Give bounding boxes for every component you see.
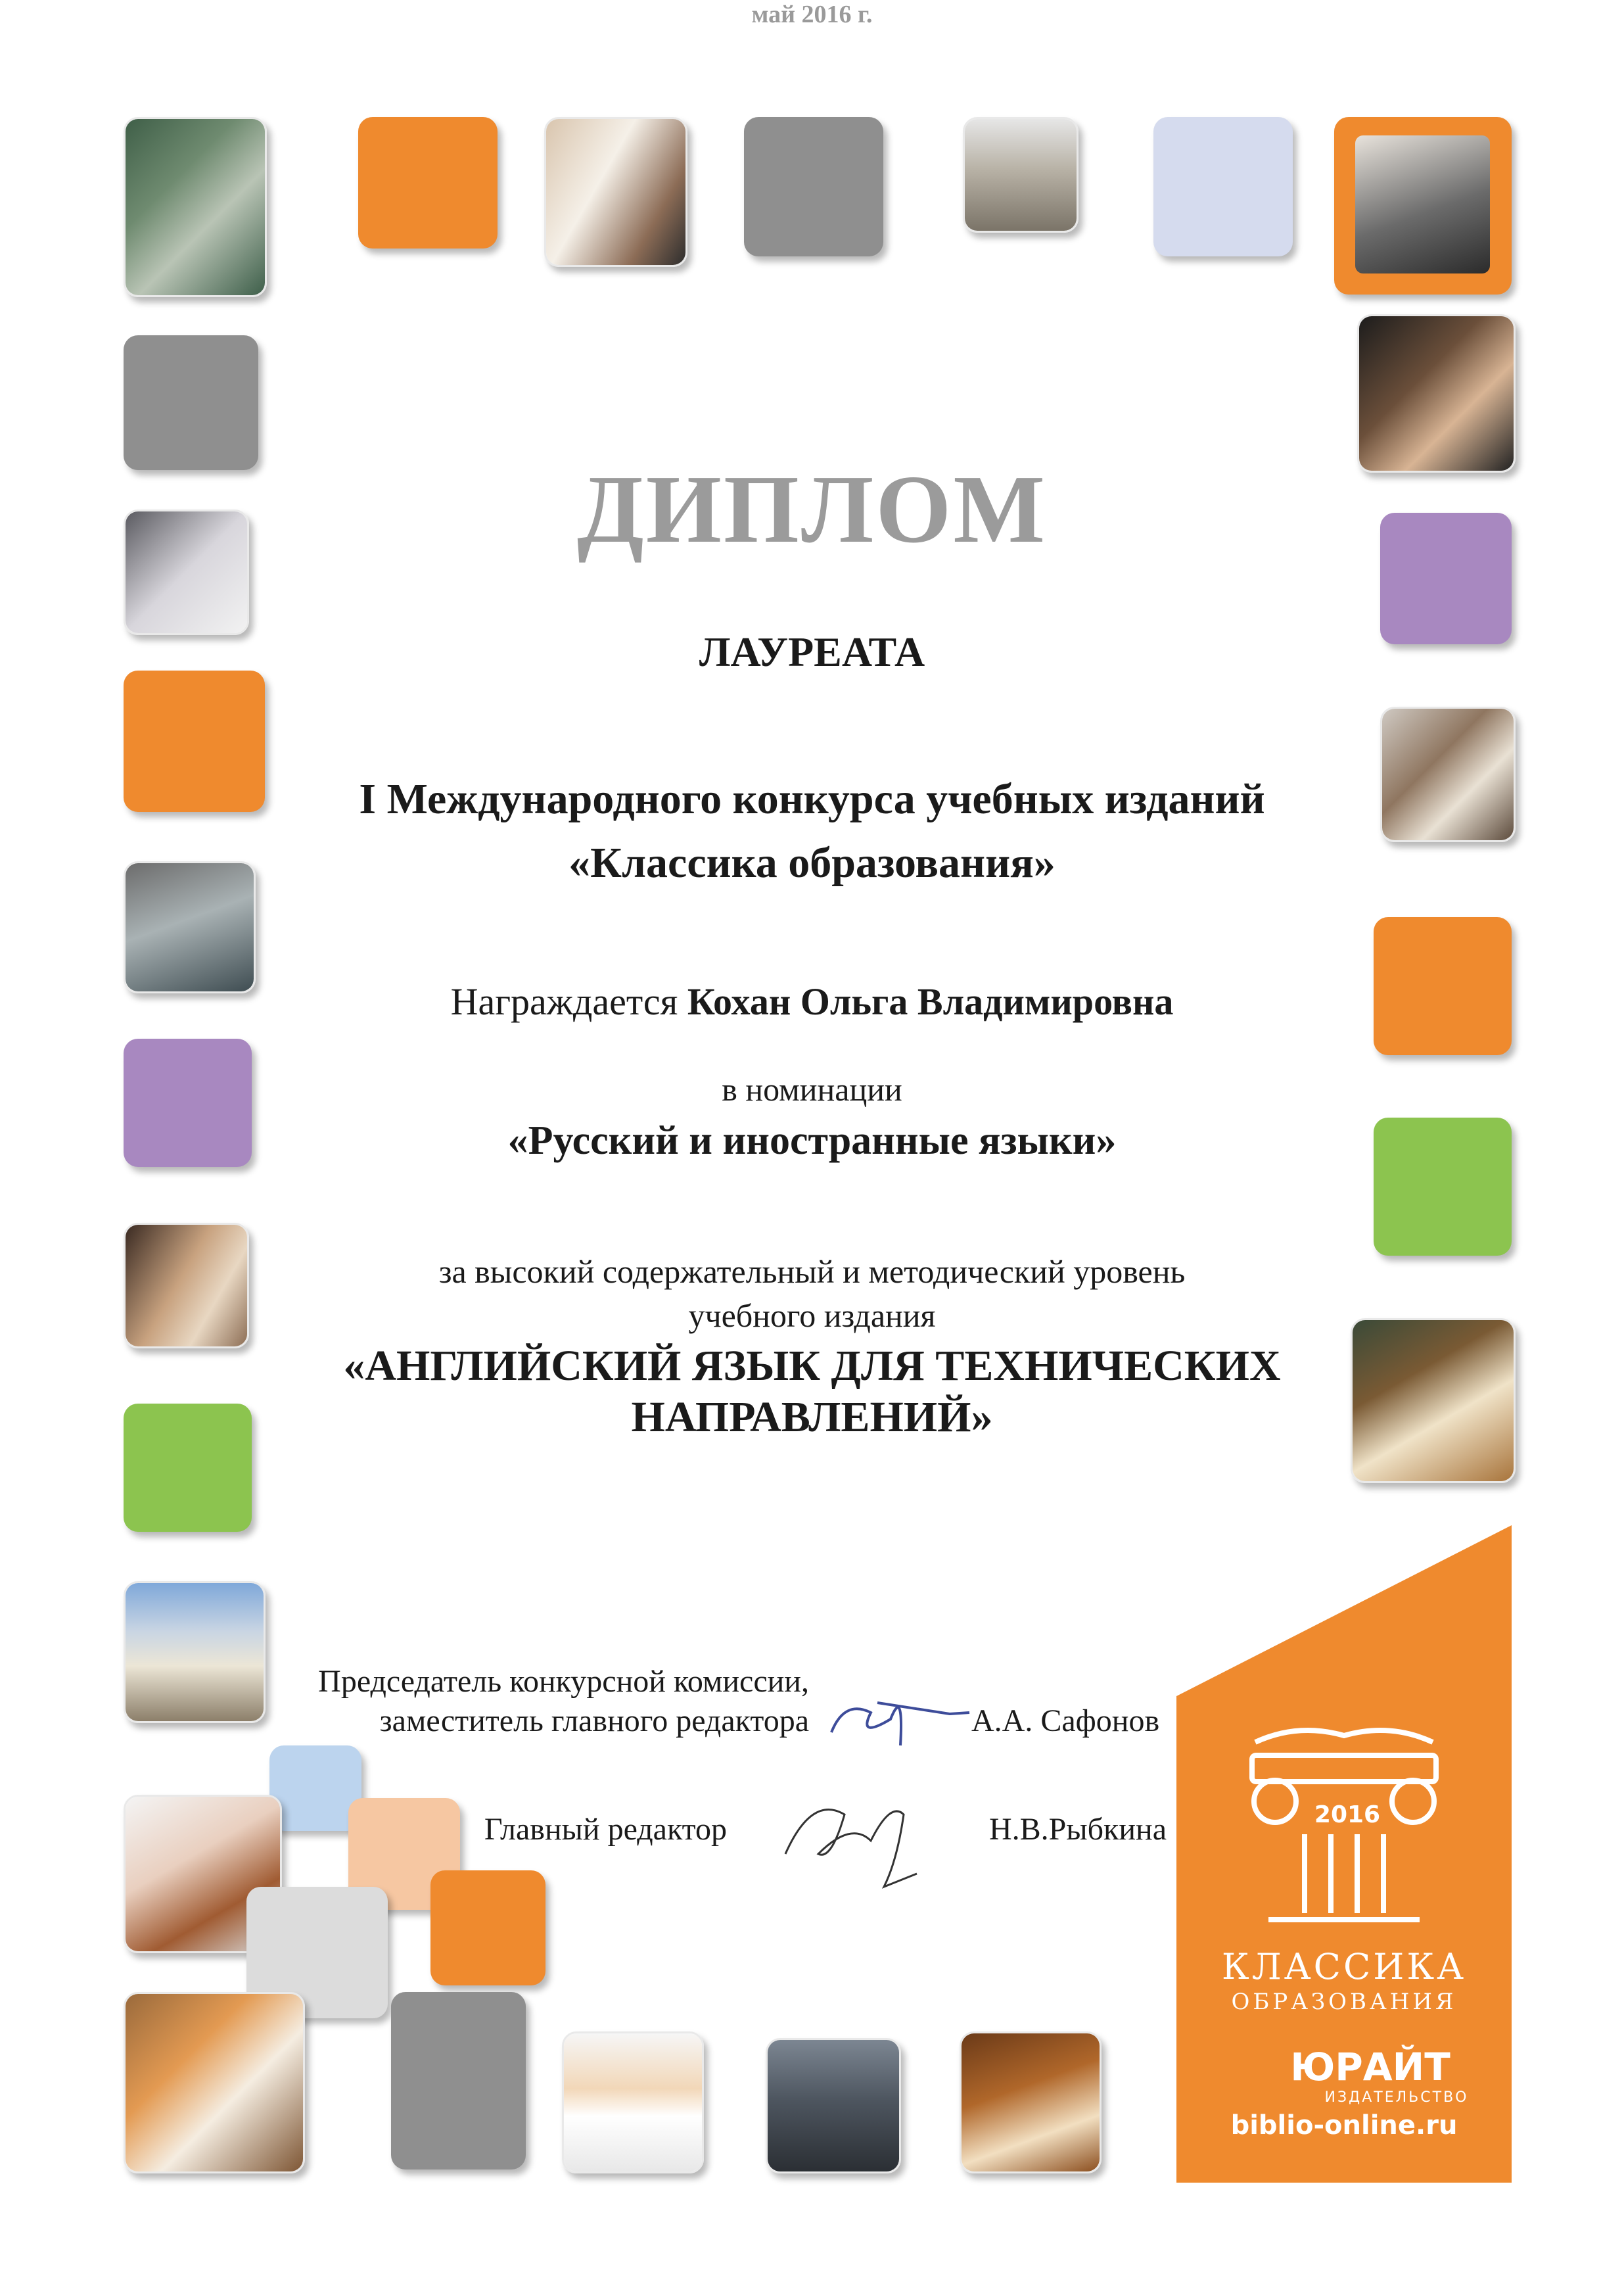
chair-role-line1: Председатель конкурсной комиссии, — [318, 1664, 809, 1699]
reason-line1: за высокий содержательный и методический уровень — [438, 1253, 1186, 1290]
laptop-tile — [1334, 117, 1512, 295]
grey-tile — [124, 335, 258, 470]
lavender-tile — [1153, 117, 1293, 256]
issue-date: май 2016 г. — [751, 1, 873, 28]
graduates-photo-tile — [1357, 314, 1516, 473]
website-photo-tile — [562, 2031, 704, 2173]
chair-name: А.А. Сафонов — [971, 1703, 1160, 1738]
brand-panel — [1176, 1525, 1512, 2183]
reading-hands-photo-tile — [544, 117, 687, 267]
editor-signature — [772, 1775, 937, 1900]
editor-role: Главный редактор — [484, 1812, 727, 1847]
contest-name-line2: «Классика образования» — [568, 839, 1056, 887]
recipient-name: Кохан Ольга Владимировна — [687, 980, 1174, 1023]
publisher-site: biblio-online.ru — [1230, 2110, 1458, 2141]
award-prefix: Награждается — [450, 980, 687, 1023]
nomination-value: «Русский и иностранные языки» — [507, 1118, 1117, 1163]
brand-year: 2016 — [1314, 1801, 1381, 1828]
brand-title-line2: ОБРАЗОВАНИЯ — [1231, 1989, 1457, 2015]
building-photo-tile — [963, 117, 1079, 233]
editor-name: Н.В.Рыбкина — [989, 1812, 1167, 1847]
library-photo-tile — [766, 2038, 901, 2173]
books-photo-tile — [124, 117, 267, 297]
grey-tile — [391, 1992, 526, 2169]
open-book-photo-tile — [960, 2031, 1102, 2173]
columns-building-photo-tile — [124, 1581, 266, 1723]
sky-blue-tile — [269, 1745, 361, 1831]
publisher-subtitle: ИЗДАТЕЛЬСТВО — [1324, 2089, 1469, 2106]
textbooks-photo-tile — [124, 1992, 305, 2173]
chair-signature — [818, 1673, 983, 1759]
brand-title-line1: КЛАССИКА — [1221, 1946, 1467, 1987]
grey-tile — [744, 117, 883, 256]
book-title-line1: «АНГЛИЙСКИЙ ЯЗЫК ДЛЯ ТЕХНИЧЕСКИХ — [343, 1342, 1281, 1390]
diploma-subtitle: ЛАУРЕАТА — [699, 628, 925, 675]
diploma-title: ДИПЛОМ — [576, 456, 1048, 563]
publisher-logo: ЮРАЙТ — [1290, 2045, 1450, 2089]
contest-name-line1: I Международного конкурса учебных изданий — [359, 775, 1265, 823]
award-line — [0, 980, 1624, 1024]
orange-tile — [358, 117, 498, 249]
reason-line2: учебного издания — [688, 1297, 936, 1334]
orange-tile — [430, 1870, 545, 1985]
chair-role-line2: заместитель главного редактора — [379, 1703, 809, 1738]
nomination-label: в номинации — [722, 1071, 902, 1108]
book-title-line2: НАПРАВЛЕНИЙ» — [631, 1393, 993, 1441]
